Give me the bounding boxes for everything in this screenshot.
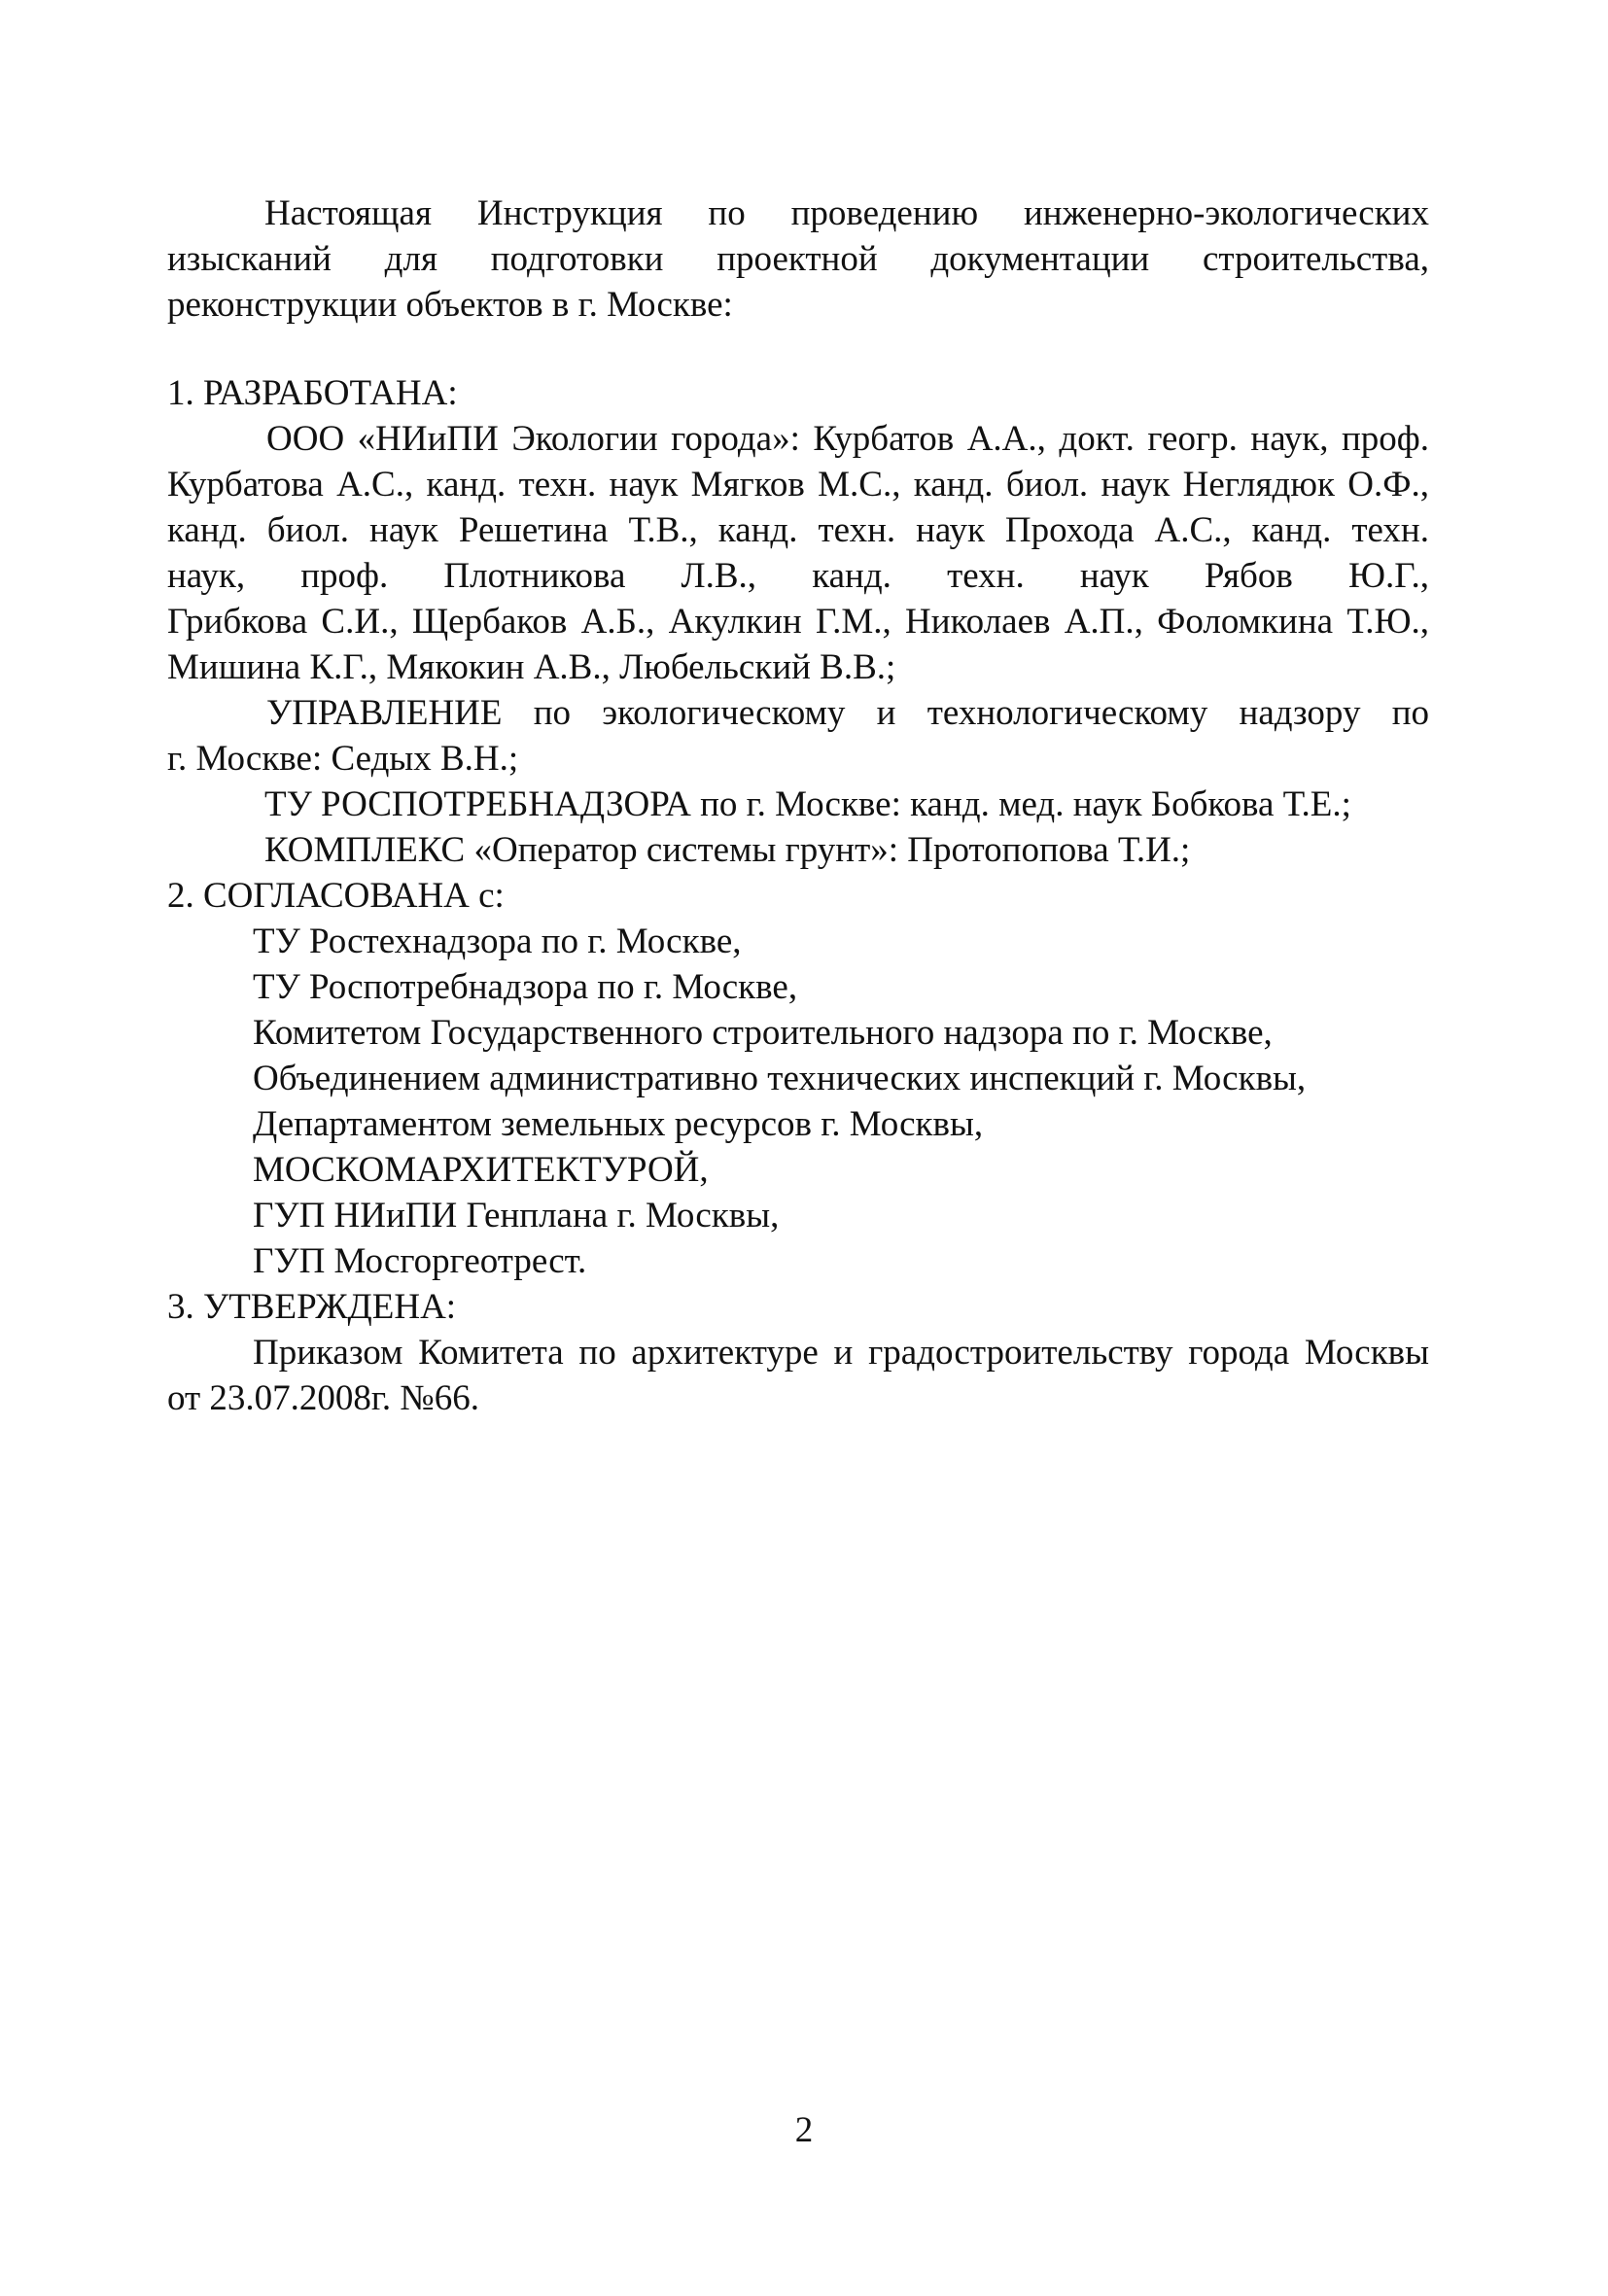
developer-line-3: канд. биол. наук Решетина Т.В., канд. техн. наук Прохода А.С., канд. техн. [167,510,1429,550]
agreed-item: Объединением административно технических инспекций г. Москвы, [253,1059,1307,1098]
agreed-item: ТУ Роспотребнадзора по г. Москве, [253,967,798,1007]
developer-line-5: Грибкова С.И., Щербаков А.Б., Акулкин Г.М., Николаев А.П., Фоломкина Т.Ю., [167,602,1429,642]
management-line-2: г. Москве: Седых В.Н.; [167,739,519,779]
complex-line: КОМПЛЕКС «Оператор системы грунт»: Протопопова Т.И.; [264,830,1191,870]
agreed-item: МОСКОМАРХИТЕКТУРОЙ, [253,1150,709,1190]
rospotreb-line: ТУ РОСПОТРЕБНАДЗОРА по г. Москве: канд. мед. наук Бобкова Т.Е.; [264,784,1351,824]
developer-line-6: Мишина К.Г., Мякокин А.В., Любельский В.В.; [167,647,896,687]
agreed-item: ТУ Ростехнадзора по г. Москве, [253,922,742,961]
spacer [167,328,1429,370]
intro-line-3: реконструкции объектов в г. Москве: [167,285,733,325]
agreed-item: ГУП НИиПИ Генплана г. Москвы, [253,1196,780,1235]
intro-line-2: изысканий для подготовки проектной документации строительства, [167,239,1429,279]
agreed-item: ГУП Мосгоргеотрест. [253,1241,587,1281]
developer-line-1: ООО «НИиПИ Экологии города»: Курбатов А.А., докт. геогр. наук, проф. [266,419,1429,459]
approval-line-1: Приказом Комитета по архитектуре и градостроительству города Москвы [253,1333,1429,1373]
intro-line-1: Настоящая Инструкция по проведению инженерно-экологических [264,193,1429,233]
developer-line-2: Курбатова А.С., канд. техн. наук Мягков М.С., канд. биол. наук Неглядюк О.Ф., [167,465,1429,504]
page-number: 2 [794,2110,814,2150]
section-3-heading: 3. УТВЕРЖДЕНА: [167,1287,457,1327]
developer-line-4: наук, проф. Плотникова Л.В., канд. техн. наук Рябов Ю.Г., [167,556,1429,596]
agreed-item: Департаментом земельных ресурсов г. Москвы, [253,1104,984,1144]
section-2-heading: 2. СОГЛАСОВАНА с: [167,876,505,916]
document-body [167,191,1429,1421]
approval-line-2: от 23.07.2008г. №66. [167,1378,479,1418]
agreed-item: Комитетом Государственного строительного надзора по г. Москве, [253,1013,1273,1053]
section-1-heading: 1. РАЗРАБОТАНА: [167,373,458,413]
management-line-1: УПРАВЛЕНИЕ по экологическому и технологическому надзору по [266,693,1429,733]
